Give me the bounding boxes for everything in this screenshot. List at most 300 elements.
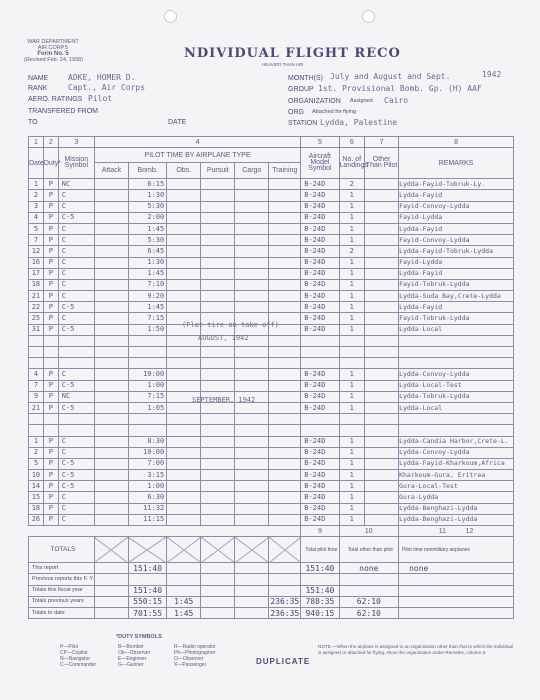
this-report-bomb: 151:40 — [128, 563, 166, 574]
row-date: 22 — [29, 302, 44, 313]
row-aircraft: B-24D — [301, 391, 339, 402]
row-mission — [58, 358, 94, 369]
row-aircraft: B-24D — [301, 313, 339, 324]
prev-bomb: 550:15 — [128, 596, 166, 607]
row-aircraft: B-24D — [301, 458, 339, 469]
row-remarks: Lydda-Convoy-Lydda — [399, 447, 514, 458]
row-remarks: Kharkoum-Gura, Eritrea — [399, 470, 514, 481]
row-date: 31 — [29, 324, 44, 335]
row-bomb-time: 8:30 — [128, 436, 166, 447]
row-aircraft: B-24D — [301, 291, 339, 302]
row-bomb-time: 1:00 — [128, 481, 166, 492]
col-num-7: 7 — [365, 137, 399, 148]
row-bomb-time: 9:20 — [128, 291, 166, 302]
row-duty: P — [43, 369, 58, 380]
flight-row — [29, 402, 514, 413]
duty-symbols-col1 — [60, 644, 96, 668]
row-aircraft: B-24D — [301, 447, 339, 458]
row-bomb-time: 1:45 — [128, 302, 166, 313]
row-aircraft: B-24D — [301, 235, 339, 246]
col-pursuit-header: Pursuit — [201, 163, 235, 179]
row-duty: P — [43, 492, 58, 503]
row-duty: P — [43, 268, 58, 279]
row-duty: P — [43, 201, 58, 212]
this-report-total: 151:40 — [301, 563, 339, 574]
row-landings — [339, 335, 365, 346]
row-remarks — [399, 347, 514, 358]
col-training-header: Training — [269, 163, 301, 179]
row-aircraft: B-24D — [301, 201, 339, 212]
row-bomb-time — [128, 414, 166, 425]
rank-value: Capt., Air Corps — [68, 83, 146, 92]
flight-row — [29, 246, 514, 257]
row-landings: 1 — [339, 503, 365, 514]
previous-fy-label: Previous reports this F. Y. — [29, 574, 95, 585]
flight-row — [29, 391, 514, 402]
row-aircraft: B-24D — [301, 279, 339, 290]
row-remarks: Lydda-Fayid-Tobruk-Lydda — [399, 246, 514, 257]
row-aircraft: B-24D — [301, 492, 339, 503]
row-mission: C — [58, 246, 94, 257]
row-mission: C — [58, 492, 94, 503]
row-duty: P — [43, 179, 58, 190]
col-landings-header: No. of Landings — [339, 148, 365, 179]
row-bomb-time: 1:30 — [128, 190, 166, 201]
row-duty — [43, 347, 58, 358]
flight-row — [29, 369, 514, 380]
row-remarks: Gura-Lydda — [399, 492, 514, 503]
row-duty: P — [43, 324, 58, 335]
flight-row — [29, 347, 514, 358]
flight-row — [29, 470, 514, 481]
row-bomb-time: 1:45 — [128, 223, 166, 234]
row-duty: P — [43, 223, 58, 234]
flight-row — [29, 291, 514, 302]
row-aircraft — [301, 414, 339, 425]
row-date: 5 — [29, 223, 44, 234]
row-date: 21 — [29, 291, 44, 302]
symbol-passenger: X—Passenger — [174, 662, 207, 668]
row-aircraft: B-24D — [301, 190, 339, 201]
row-duty: P — [43, 481, 58, 492]
row-remarks: Lydda-Convoy-Lydda — [399, 369, 514, 380]
september-note: SEPTEMBER, 1942 — [192, 396, 256, 404]
row-duty: P — [43, 436, 58, 447]
row-mission: C — [58, 257, 94, 268]
row-mission: C — [58, 268, 94, 279]
row-date: 10 — [29, 470, 44, 481]
row-duty: P — [43, 514, 58, 525]
row-mission: C — [58, 279, 94, 290]
nonmilitary-label: Pilot time nonmilitary airplanes — [399, 537, 514, 563]
row-duty: P — [43, 291, 58, 302]
row-mission: C — [58, 514, 94, 525]
row-mission: C — [58, 223, 94, 234]
row-remarks: Lydda-Benghazi-Lydda — [399, 503, 514, 514]
row-date: 1 — [29, 179, 44, 190]
name-label: NAME — [28, 75, 49, 82]
row-aircraft: B-24D — [301, 179, 339, 190]
col-num-12: 12 — [465, 527, 474, 535]
row-bomb-time: 7:15 — [128, 391, 166, 402]
prev-obs: 1:45 — [167, 596, 201, 607]
symbol-gunner: G—Gunner — [118, 662, 144, 668]
row-remarks: Fayid-Lydda — [399, 257, 514, 268]
to-date-obs: 1:45 — [167, 607, 201, 618]
row-bomb-time: 11:15 — [128, 514, 166, 525]
months-label: MONTH(S) — [288, 75, 323, 82]
prev-total: 788:35 — [301, 596, 339, 607]
col-remarks-header: REMARKS — [399, 148, 514, 179]
row-landings: 1 — [339, 212, 365, 223]
flight-row — [29, 190, 514, 201]
row-landings: 1 — [339, 279, 365, 290]
row-landings: 1 — [339, 447, 365, 458]
totals-label: TOTALS — [29, 537, 95, 563]
rank-label: RANK — [28, 85, 48, 92]
row-mission — [58, 414, 94, 425]
flight-row — [29, 302, 514, 313]
row-landings: 1 — [339, 324, 365, 335]
row-date: 14 — [29, 481, 44, 492]
august-note: AUGUST, 1942 — [198, 334, 249, 342]
symbol-navigator: N—Navigator — [60, 656, 91, 662]
this-report-other: none — [339, 563, 399, 574]
flight-row — [29, 514, 514, 525]
row-bomb-time: 1:30 — [128, 257, 166, 268]
date-label: DATE — [168, 119, 187, 126]
months-value: July and August and Sept. — [330, 72, 451, 81]
footer-note: NOTE.—When the airplane is assigned to an organization other than that to which the individual is assigned or attached for flying, show the organization under Remarks, column 8. — [318, 644, 514, 655]
row-mission: C-5 — [58, 470, 94, 481]
form-subtitle: HEAVIER THAN AIR — [262, 62, 304, 67]
row-bomb-time: 11:32 — [128, 503, 166, 514]
col-num-4: 4 — [94, 137, 300, 148]
year-value: 1942 — [482, 70, 502, 79]
row-remarks: Fayid-Lydda — [399, 212, 514, 223]
row-remarks: Lydda-Fayid — [399, 268, 514, 279]
organization-label: ORGANIZATION — [288, 98, 341, 105]
symbol-radio: R—Radio operator — [174, 644, 216, 650]
previous-years-label: Totals previous years — [29, 596, 95, 607]
row-bomb-time: 1:05 — [128, 402, 166, 413]
row-date: 2 — [29, 447, 44, 458]
row-date — [29, 425, 44, 436]
col-obs-header: Obs. — [167, 163, 201, 179]
ratings-value: Pilot — [88, 94, 113, 103]
row-aircraft: B-24D — [301, 246, 339, 257]
punch-hole-right — [362, 10, 375, 23]
row-bomb-time: 7:15 — [128, 313, 166, 324]
row-landings: 1 — [339, 481, 365, 492]
flight-row — [29, 212, 514, 223]
row-mission: C — [58, 369, 94, 380]
duty-symbols-col3 — [174, 644, 216, 668]
ratings-label: AERO. RATINGS — [28, 96, 83, 103]
flight-row — [29, 358, 514, 369]
col-num-2: 2 — [43, 137, 58, 148]
symbol-observer: Ob—Observer — [118, 650, 151, 656]
row-duty: P — [43, 302, 58, 313]
flight-row — [29, 201, 514, 212]
form-identifier — [24, 39, 82, 63]
col-num-11-12 — [399, 526, 514, 537]
flight-row — [29, 492, 514, 503]
col-num-6: 6 — [339, 137, 365, 148]
flight-row — [29, 223, 514, 234]
row-bomb-time: 1:50 — [128, 324, 166, 335]
row-bomb-time: 6:30 — [128, 492, 166, 503]
flight-row — [29, 179, 514, 190]
row-date: 18 — [29, 503, 44, 514]
row-landings: 1 — [339, 302, 365, 313]
row-date: 4 — [29, 369, 44, 380]
form-number: Form No. 5 — [37, 51, 69, 57]
row-mission: C-5 — [58, 481, 94, 492]
row-bomb-time — [128, 358, 166, 369]
row-remarks: Lydda-Fayid — [399, 223, 514, 234]
col-num-10: 10 — [339, 526, 399, 537]
flight-row — [29, 235, 514, 246]
row-duty: P — [43, 458, 58, 469]
col-bomb-header: Bomb. — [128, 163, 166, 179]
row-landings: 1 — [339, 369, 365, 380]
group-value: 1st. Provisional Bomb. Gp. (H) AAF — [318, 84, 482, 93]
row-aircraft: B-24D — [301, 212, 339, 223]
row-remarks: Fayid-Convoy-Lydda — [399, 235, 514, 246]
organization-value: Cairo — [384, 96, 409, 105]
row-mission: C-5 — [58, 302, 94, 313]
row-duty: P — [43, 212, 58, 223]
to-date-other: 62:10 — [339, 607, 399, 618]
symbol-bomber: B—Bomber — [118, 644, 144, 650]
flight-row — [29, 458, 514, 469]
flight-rows — [29, 179, 514, 526]
row-remarks: Lydda-Fayid-Tobruk-Ly. — [399, 179, 514, 190]
row-mission: C — [58, 201, 94, 212]
org2-value: Attached for flying — [312, 109, 357, 115]
row-mission: C-5 — [58, 324, 94, 335]
row-landings — [339, 414, 365, 425]
row-mission: C-5 — [58, 458, 94, 469]
row-remarks: Lydda-Fayid — [399, 190, 514, 201]
row-landings: 1 — [339, 223, 365, 234]
row-remarks: Lydda-Candia Harbor,Crete-L. — [399, 436, 514, 447]
flight-row — [29, 335, 514, 346]
row-bomb-time: 7:10 — [128, 279, 166, 290]
row-date: 5 — [29, 458, 44, 469]
row-remarks: Lydda-Fayid-Kharkoum,Africa — [399, 458, 514, 469]
row-duty: P — [43, 447, 58, 458]
row-duty: P — [43, 235, 58, 246]
this-report-label: This report — [29, 563, 95, 574]
symbol-photographer: Ph—Photographer — [174, 650, 216, 656]
row-landings: 1 — [339, 458, 365, 469]
row-duty — [43, 414, 58, 425]
to-label: TO — [28, 119, 38, 126]
symbol-copilot: CP—Copilot — [60, 650, 88, 656]
row-date: 7 — [29, 380, 44, 391]
row-landings — [339, 425, 365, 436]
group-label: GROUP — [288, 86, 314, 93]
flight-row — [29, 414, 514, 425]
to-date-training: 236:35 — [270, 608, 300, 618]
row-aircraft: B-24D — [301, 369, 339, 380]
col-other-header: Other Than Pilot — [365, 148, 399, 179]
row-bomb-time: 10:00 — [128, 447, 166, 458]
pilot-time-header: PILOT TIME BY AIRPLANE TYPE — [94, 148, 300, 163]
row-bomb-time: 5:30 — [128, 201, 166, 212]
row-remarks: Lydda-Tobruk-Lydda — [399, 391, 514, 402]
row-mission — [58, 425, 94, 436]
row-date: 15 — [29, 492, 44, 503]
form-title: NDIVIDUAL FLIGHT RECO — [184, 46, 401, 61]
row-landings: 1 — [339, 201, 365, 212]
row-remarks: Lydda-Local — [399, 402, 514, 413]
row-aircraft — [301, 358, 339, 369]
row-duty — [43, 425, 58, 436]
row-duty: P — [43, 313, 58, 324]
row-bomb-time: 2:00 — [128, 212, 166, 223]
row-bomb-time: 7:00 — [128, 458, 166, 469]
row-date: 7 — [29, 235, 44, 246]
row-duty: P — [43, 391, 58, 402]
organization-assigned-label: Assigned — [350, 98, 373, 104]
flight-row — [29, 279, 514, 290]
row-date — [29, 414, 44, 425]
flight-row — [29, 380, 514, 391]
row-date: 9 — [29, 391, 44, 402]
row-mission — [58, 335, 94, 346]
flight-row — [29, 503, 514, 514]
row-aircraft: B-24D — [301, 402, 339, 413]
col-mission-header: Mission Symbol — [58, 148, 94, 179]
row-landings: 1 — [339, 402, 365, 413]
row-mission: C — [58, 291, 94, 302]
row-date: 18 — [29, 279, 44, 290]
row-aircraft: B-24D — [301, 268, 339, 279]
flight-row — [29, 436, 514, 447]
row-landings: 1 — [339, 291, 365, 302]
row-bomb-time: 1:45 — [128, 268, 166, 279]
row-mission: C — [58, 447, 94, 458]
col-date-header: Date — [29, 148, 44, 179]
row-remarks: Gura-Local-Test — [399, 481, 514, 492]
row-landings: 1 — [339, 380, 365, 391]
row-date — [29, 358, 44, 369]
duty-symbols-col2 — [118, 644, 150, 668]
fiscal-total: 151:40 — [301, 585, 339, 596]
form-revision: (Revised Feb. 24, 1938) — [24, 57, 84, 63]
duty-symbols-title: *DUTY SYMBOLS — [116, 634, 162, 640]
station-label: STATION — [288, 120, 318, 127]
col-duty-header: Duty* — [43, 148, 58, 179]
col-num-5: 5 — [301, 137, 339, 148]
row-landings: 1 — [339, 492, 365, 503]
row-aircraft: B-24D — [301, 380, 339, 391]
row-aircraft: B-24D — [301, 302, 339, 313]
row-landings: 1 — [339, 391, 365, 402]
flight-row — [29, 425, 514, 436]
row-mission: C — [58, 503, 94, 514]
row-mission: C-5 — [58, 380, 94, 391]
fiscal-year-label: Totals this fiscal year — [29, 585, 95, 596]
row-aircraft: B-24D — [301, 470, 339, 481]
row-date: 25 — [29, 313, 44, 324]
row-duty: P — [43, 402, 58, 413]
col-num-9: 9 — [301, 526, 339, 537]
row-mission — [58, 347, 94, 358]
name-value: ADKE, HOMER D. — [68, 73, 136, 82]
row-remarks: Fayid-Tobruk-Lydda — [399, 279, 514, 290]
row-mission: C — [58, 436, 94, 447]
flight-log-table — [28, 136, 514, 619]
row-date: 12 — [29, 246, 44, 257]
row-duty — [43, 335, 58, 346]
row-mission: NC — [58, 391, 94, 402]
col-num-11: 11 — [438, 527, 447, 535]
row-date: 21 — [29, 402, 44, 413]
flat-tire-note: (Flat tire on take-off) — [182, 321, 279, 329]
row-duty: P — [43, 190, 58, 201]
row-duty: P — [43, 246, 58, 257]
row-duty: P — [43, 503, 58, 514]
row-landings: 1 — [339, 470, 365, 481]
row-bomb-time: 10:00 — [128, 369, 166, 380]
row-duty: P — [43, 380, 58, 391]
flight-row — [29, 447, 514, 458]
row-aircraft: B-24D — [301, 436, 339, 447]
row-mission: NC — [58, 179, 94, 190]
flight-row — [29, 257, 514, 268]
row-date: 1 — [29, 436, 44, 447]
row-duty: P — [43, 279, 58, 290]
row-bomb-time — [128, 347, 166, 358]
row-aircraft: B-24D — [301, 503, 339, 514]
flight-row — [29, 481, 514, 492]
row-aircraft: B-24D — [301, 481, 339, 492]
row-bomb-time: 6:45 — [128, 246, 166, 257]
flight-row — [29, 268, 514, 279]
row-remarks: Fayid-Convoy-Lydda — [399, 201, 514, 212]
total-pilot-time-label: Total pilot time — [301, 537, 339, 563]
station-value: Lydda, Palestine — [320, 118, 398, 127]
fiscal-bomb: 151:40 — [128, 585, 166, 596]
row-remarks — [399, 414, 514, 425]
row-remarks: Fayid-Tobruk-Lydda — [399, 313, 514, 324]
duplicate-stamp: DUPLICATE — [256, 657, 311, 666]
row-date: 17 — [29, 268, 44, 279]
row-aircraft — [301, 335, 339, 346]
row-mission: C — [58, 235, 94, 246]
row-landings: 2 — [339, 246, 365, 257]
row-landings: 1 — [339, 257, 365, 268]
row-mission: C-5 — [58, 212, 94, 223]
transferred-label: TRANSFERED FROM — [28, 108, 98, 115]
row-duty: P — [43, 470, 58, 481]
to-date-label: Totals to date — [29, 607, 95, 618]
this-report-nonmilitary: none — [399, 563, 514, 574]
row-mission: C-5 — [58, 402, 94, 413]
row-mission: C — [58, 190, 94, 201]
to-date-bomb: 701:55 — [128, 607, 166, 618]
row-landings: 1 — [339, 313, 365, 324]
row-date — [29, 335, 44, 346]
form-org: WAR DEPARTMENT — [27, 39, 79, 45]
symbol-observer-2: O—Observer — [174, 656, 204, 662]
punch-hole-left — [164, 10, 177, 23]
row-landings: 1 — [339, 436, 365, 447]
